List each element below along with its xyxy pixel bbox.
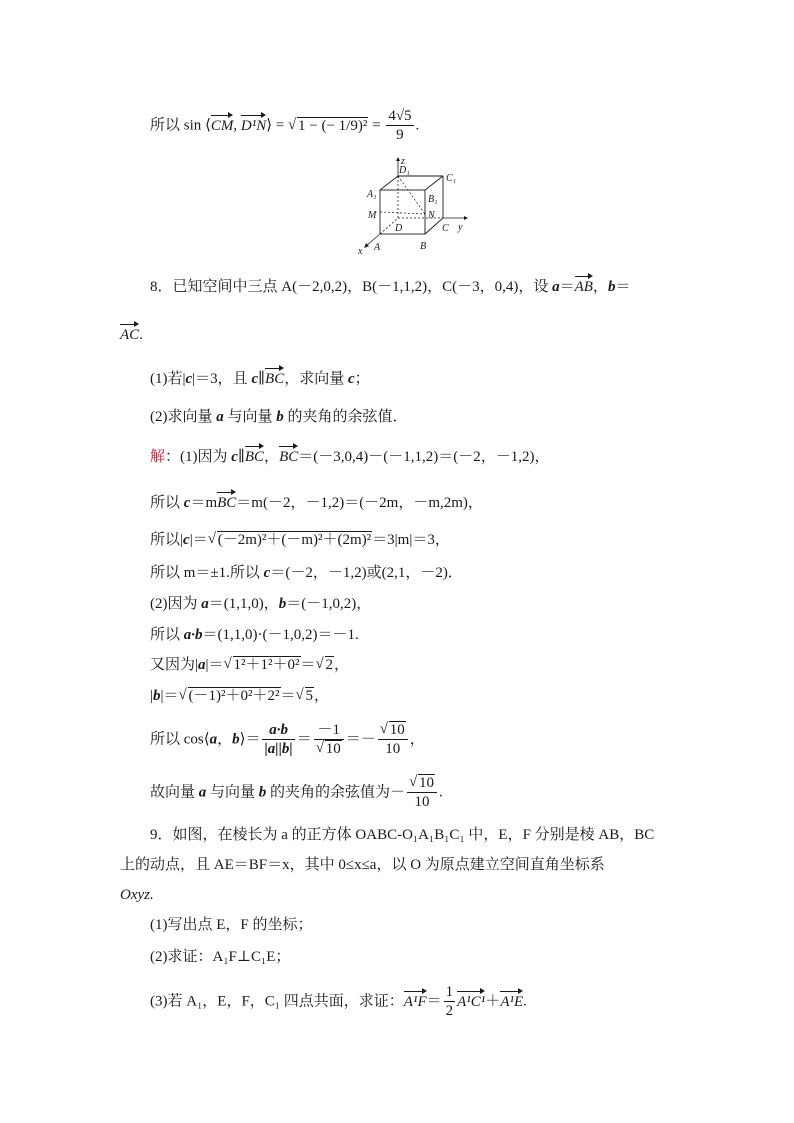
label-c1: C₁ [446,173,457,184]
text: | [150,688,154,704]
text: ＝(－1,0,2)， [286,596,372,612]
q8-solution-line5 [150,597,371,612]
radical [208,533,372,548]
vector-c: c [263,565,271,581]
fraction [407,775,437,811]
vector-c: c [183,532,190,548]
text: ＝－ [345,731,376,748]
text: ：(1)因为 [165,449,232,465]
text: ，求向量 [284,371,348,387]
text: ＝ [296,731,312,748]
label-a: A [374,242,381,253]
fraction-denominator: 2 [445,1003,454,1020]
equals: = [368,117,385,134]
fraction-numerator: －1 [314,722,344,740]
text: ， [217,731,233,748]
radicand: 5 [305,688,314,704]
vector-b: b [607,279,616,295]
text: 的夹角的余弦值为－ [266,784,406,801]
angle-close: ⟩ = [266,117,289,134]
q9-part1 [150,918,313,933]
sin-prefix: 所以 sin ⟨ [150,117,211,134]
text: ＝m [190,495,218,511]
comma: , [233,117,241,134]
vector-c: c [251,371,259,387]
comma: ， [592,279,608,295]
text: |＝ [205,657,224,673]
q8-part1 [150,372,370,387]
q8-solution-line2 [150,496,483,511]
q8-solution-line6 [150,628,359,643]
q8-solution-line10 [150,775,443,811]
fraction [378,722,408,758]
vector-bc: BC [244,449,265,465]
text: |＝3，且 [192,371,252,387]
radical [409,775,435,792]
q8-stem-text: 8．已知空间中三点 A(－2,0,2)，B(－1,1,2)，C(－3，0,4)，设 [150,279,553,295]
radicand: 10 [325,741,341,758]
text: . [439,784,443,801]
equals: ＝ [615,279,631,295]
period: . [139,327,143,343]
fraction-denominator: |a||b| [264,741,293,758]
text: 又因为| [150,657,199,673]
text: 所以| [150,532,184,548]
label-n: N [428,210,435,221]
vector-b: b [276,409,284,425]
vector-b: b [278,596,287,612]
radicand: 10 [419,775,435,791]
q8-stem-line1 [150,280,630,295]
vector-ac: AC [120,327,140,343]
text: ＋ [485,993,501,1010]
vector-a: a [201,596,209,612]
label-m: M [368,210,377,221]
equals: ＝ [559,279,575,295]
result-fraction [386,108,413,144]
text: (2)因为 [150,596,202,612]
text: ＝3|m|＝3， [372,532,450,548]
text: ＝m(－2，－1,2)＝(－2m，－m,2m)， [236,495,483,511]
text: ＝ [280,688,296,704]
vector-c: c [231,449,238,465]
text: ， [314,688,330,704]
fraction [444,984,456,1020]
label-y: y [458,222,463,233]
text: ＝(1,1,0)， [208,596,279,612]
vector-ab: AB [574,279,593,295]
solution-label: 解 [150,449,166,465]
text: 所以 m＝±1.所以 [150,565,264,581]
parallel-symbol: ∥ [237,449,245,465]
sin-formula-line: 所以 sin ⟨CM, D¹N⟩ = √ 1 − (− 1/9)² = $\frac{4√5}{9}$ . [150,108,419,144]
q8-part2 [150,410,408,425]
q8-solution-line7 [150,658,349,673]
radical [380,722,406,739]
parallel-symbol: ∥ [258,371,266,387]
text: ； [354,371,370,387]
vector-a: a [216,409,224,425]
q8-solution-line4 [150,566,463,581]
radical [296,689,315,704]
vector-b: b [153,688,161,704]
text: Oxyz. [120,887,154,903]
fraction-denominator: 10 [385,741,401,758]
fraction [262,722,294,758]
text: 与向量 [223,409,277,425]
radical [224,658,301,673]
fraction [314,722,344,758]
text: ＝ [426,993,442,1010]
text: 所以 [150,495,184,511]
vector-b: b [258,784,267,801]
q9-part3 [150,984,527,1020]
text: 所以 cos⟨ [150,731,210,748]
q9-stem-line1 [150,828,654,843]
fraction-numerator: 4√5 [386,108,413,126]
vector-a: a [552,279,560,295]
radical [179,689,281,704]
q8-solution-line3 [150,533,450,548]
radicand: (－1)²＋0²＋2² [188,688,280,704]
fraction-denominator: 10 [414,794,430,811]
label-x: x [358,246,363,257]
text: (1)写出点 E，F 的坐标； [150,917,313,933]
fraction-denominator: 9 [396,127,404,144]
vector-a: a [198,657,206,673]
q9-part2 [150,950,290,965]
vector-cm: CM [210,117,234,134]
text: ⟩＝ [239,731,261,748]
q8-stem-line2 [120,328,143,343]
text: (2)求证：A₁F⊥C₁E； [150,949,291,965]
text: 与向量 [206,784,259,801]
text: ， [334,657,350,673]
label-b: B [420,241,427,252]
radicand: (－2m)²＋(－m)²＋(2m)² [217,532,372,548]
q9-stem-line3 [120,888,154,903]
vector-b: b [232,731,240,748]
text: |＝ [189,532,208,548]
dot-product: a·b [183,627,203,643]
q8-solution-line9 [150,722,425,758]
vector-d1n: D¹N [240,117,267,134]
label-c: C [442,223,449,234]
radicand: 10 [389,722,405,738]
vector-a1f: A¹F [403,993,427,1010]
text: ， [264,449,280,465]
fraction-numerator: 1 [444,984,456,1002]
vector-bc: BC [265,371,285,387]
label-d1: D₁ [399,165,410,176]
vector-a1e: A¹E [500,993,524,1010]
text: ＝(－2，－1,2)或(2,1，－2)． [270,565,463,581]
fraction-numerator: a·b [262,722,294,740]
vector-a: a [198,784,207,801]
cube-figure [358,156,472,258]
text: ＝(－3,0,4)－(－1,1,2)＝(－2，－1,2)， [298,449,550,465]
text: (1)若| [150,371,186,387]
label-a1: A₁ [367,189,377,200]
text: 9．如图，在棱长为 a 的正方体 OABC-O₁A₁B₁C₁ 中，E，F 分别是棱 AB，BC [150,827,655,843]
q9-stem-line2 [120,858,605,873]
text: ＝(1,1,0)·(－1,0,2)＝－1. [202,627,359,643]
label-b1: B₁ [428,194,438,205]
text: ＝ [300,657,316,673]
text: |＝ [160,688,179,704]
label-z: z [401,156,405,167]
radical [288,119,368,134]
q8-solution-line1 [150,450,549,465]
radical [316,740,342,758]
radicand: 1 − (− 1/9)² [298,117,368,134]
vector-bc: BC [217,495,237,511]
text: 故向量 [150,784,199,801]
text: 的夹角的余弦值． [283,409,408,425]
label-d: D [395,223,403,234]
text: 上的动点，且 AE＝BF＝x，其中 0≤x≤a，以 O 为原点建立空间直角坐标系 [120,857,605,873]
vector-c: c [183,495,191,511]
vector-bc: BC [279,449,299,465]
q8-solution-line8 [150,689,329,704]
radicand: 1²＋1²＋0² [233,657,300,673]
vector-a1c1: A¹C¹ [457,993,486,1010]
vector-c: c [185,371,193,387]
vector-a: a [209,731,218,748]
radicand: 2 [325,657,334,673]
radical [316,658,335,673]
vector-c: c [347,371,355,387]
text: ， [409,731,425,748]
text: 所以 [150,627,184,643]
text: (3)若 A₁，E，F，C₁ 四点共面，求证： [150,993,404,1010]
text: . [523,993,527,1010]
text: (2)求向量 [150,409,217,425]
